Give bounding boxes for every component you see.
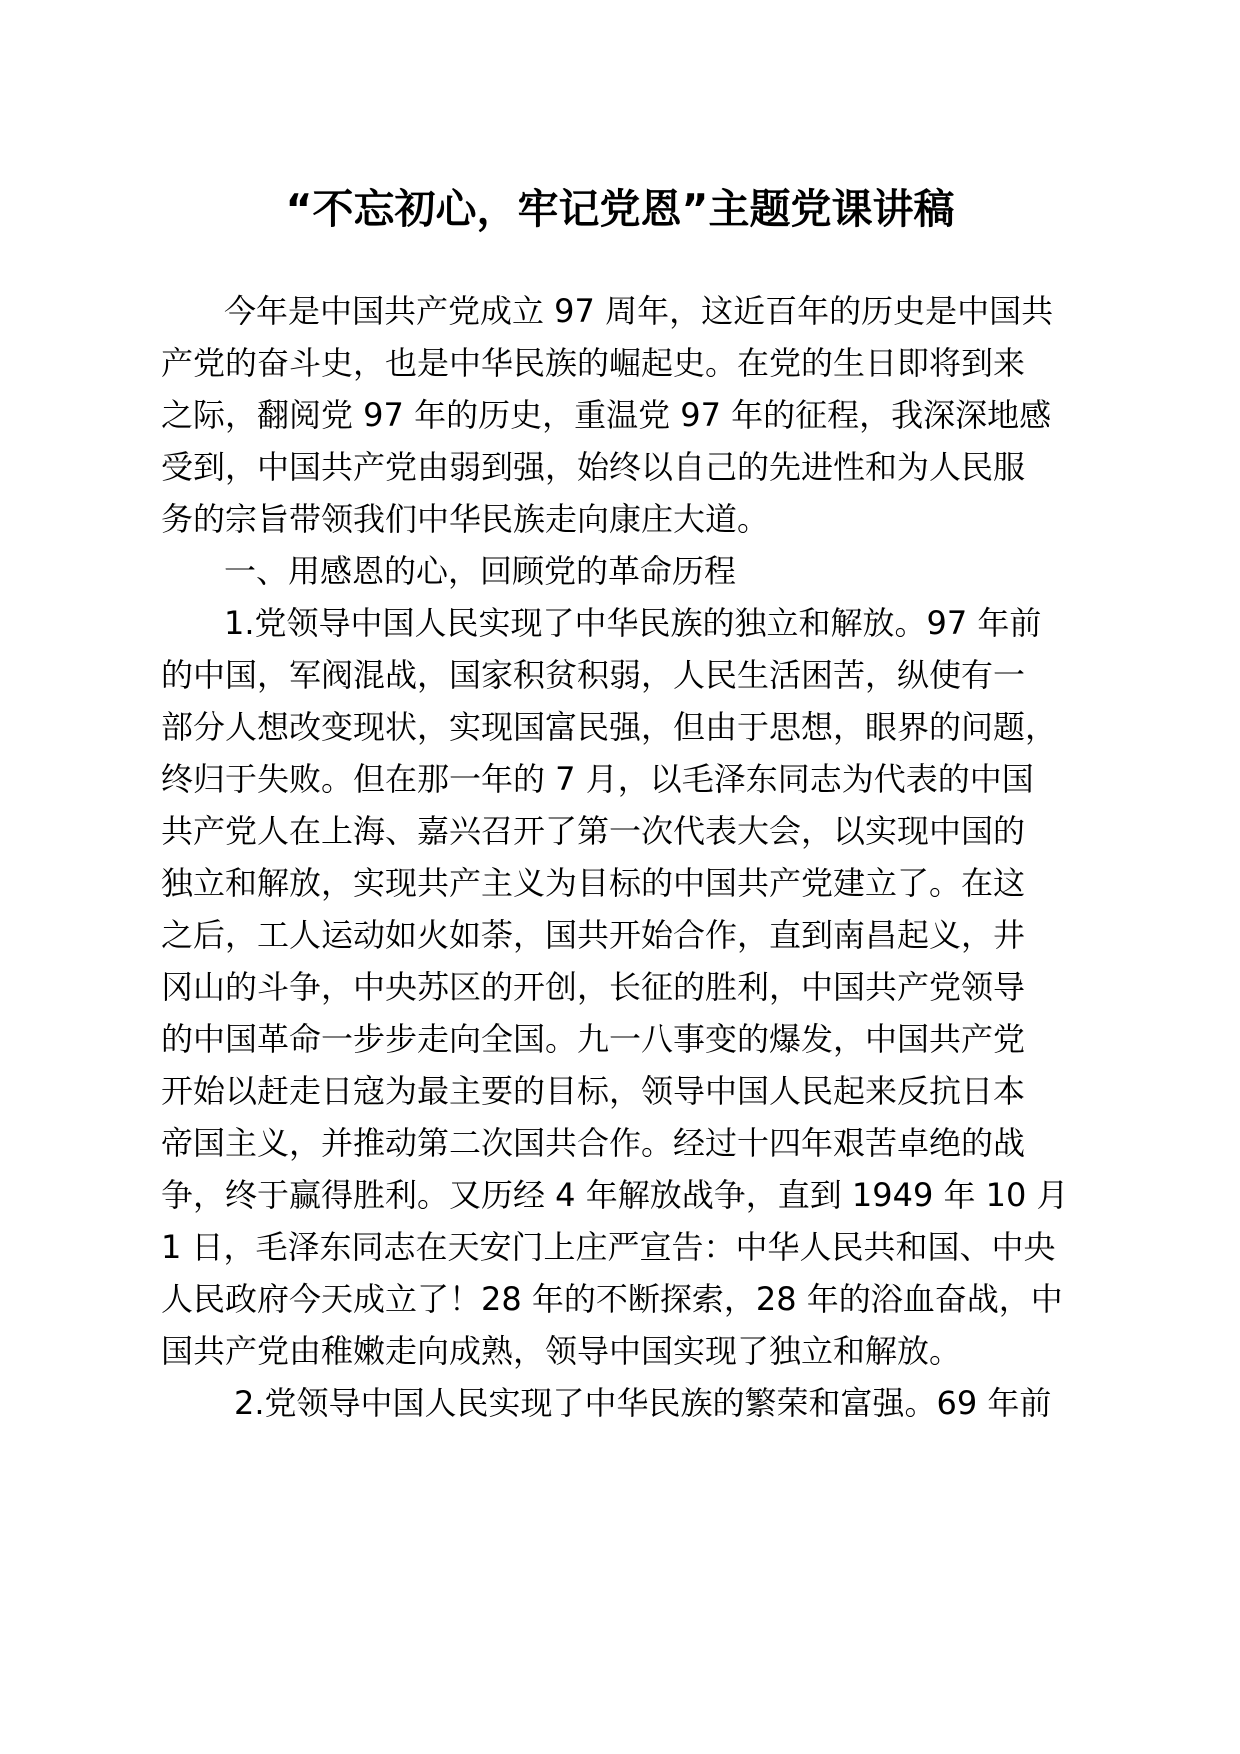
paragraph-line: 受到，中国共产党由弱到强，始终以自己的先进性和为人民服	[161, 448, 1026, 486]
section-heading: 一、用感恩的心，回顾党的革命历程	[224, 552, 737, 590]
paragraph-line: 产党的奋斗史，也是中华民族的崛起史。在党的生日即将到来	[161, 344, 1026, 382]
paragraph-line: 争，终于赢得胜利。又历经 4 年解放战争，直到 1949 年 10 月	[161, 1176, 1069, 1214]
paragraph-line: 人民政府今天成立了！28 年的不断探索，28 年的浴血奋战，中	[161, 1280, 1063, 1318]
paragraph-line: 务的宗旨带领我们中华民族走向康庄大道。	[161, 500, 770, 538]
document-title: “不忘初心，牢记党恩”主题党课讲稿	[285, 185, 955, 234]
paragraph-line: 之后，工人运动如火如荼，国共开始合作，直到南昌起义，井	[161, 916, 1026, 954]
paragraph-line: 开始以赶走日寇为最主要的目标，领导中国人民起来反抗日本	[161, 1072, 1026, 1110]
paragraph-line: 冈山的斗争，中央苏区的开创，长征的胜利，中国共产党领导	[161, 968, 1026, 1006]
paragraph-line: 1 日，毛泽东同志在天安门上庄严宣告：中华人民共和国、中央	[161, 1228, 1056, 1266]
paragraph-line: 1.党领导中国人民实现了中华民族的独立和解放。97 年前	[224, 604, 1042, 642]
paragraph-line: 终归于失败。但在那一年的 7 月，以毛泽东同志为代表的中国	[161, 760, 1034, 798]
paragraph-line: 2.党领导中国人民实现了中华民族的繁荣和富强。69 年前	[234, 1384, 1052, 1422]
paragraph-line: 独立和解放，实现共产主义为目标的中国共产党建立了。在这	[161, 864, 1026, 902]
paragraph-line: 国共产党由稚嫩走向成熟，领导中国实现了独立和解放。	[161, 1332, 962, 1370]
paragraph-line: 帝国主义，并推动第二次国共合作。经过十四年艰苦卓绝的战	[161, 1124, 1026, 1162]
paragraph-line: 的中国，军阀混战，国家积贫积弱，人民生活困苦，纵使有一	[161, 656, 1026, 694]
paragraph-line: 部分人想改变现状，实现国富民强，但由于思想，眼界的问题，	[161, 708, 1058, 746]
paragraph-line: 的中国革命一步步走向全国。九一八事变的爆发，中国共产党	[161, 1020, 1026, 1058]
paragraph-line: 之际，翻阅党 97 年的历史，重温党 97 年的征程，我深深地感	[161, 396, 1052, 434]
paragraph-line: 共产党人在上海、嘉兴召开了第一次代表大会，以实现中国的	[161, 812, 1026, 850]
paragraph-line: 今年是中国共产党成立 97 周年，这近百年的历史是中国共	[224, 292, 1054, 330]
